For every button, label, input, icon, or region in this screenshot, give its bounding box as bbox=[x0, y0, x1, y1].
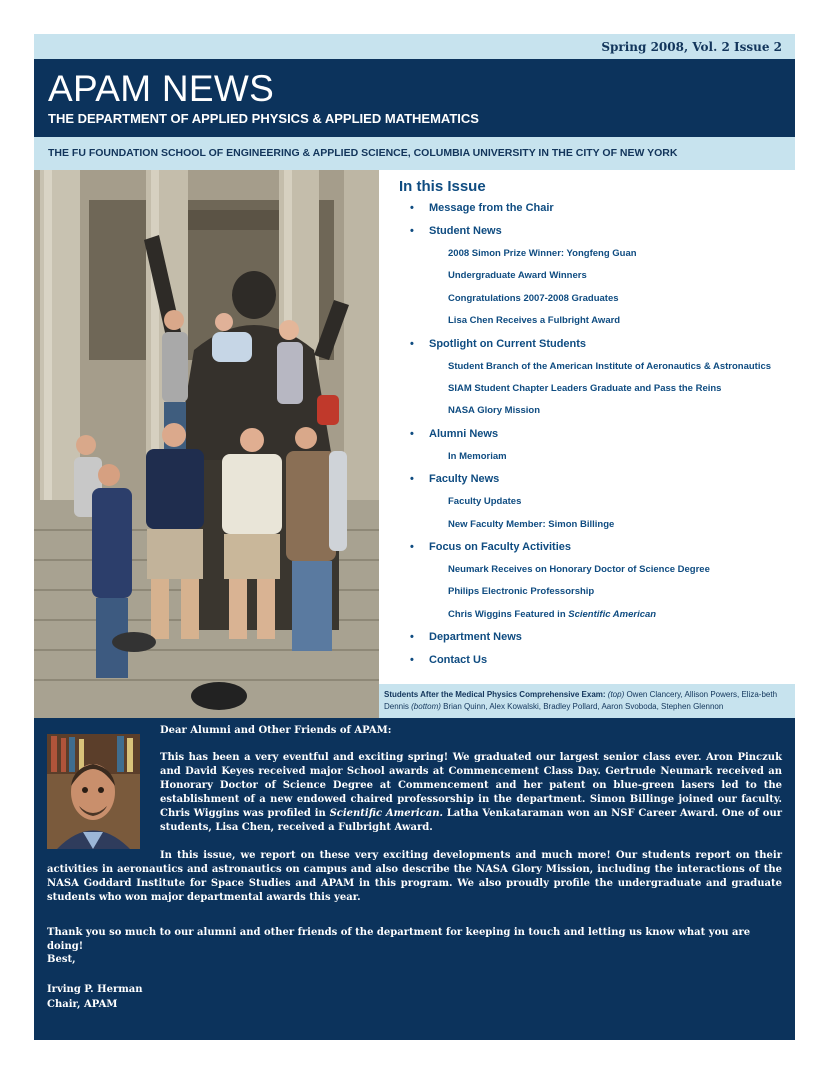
bullet-icon: • bbox=[410, 654, 414, 667]
letter-closing: Best, bbox=[47, 954, 76, 965]
toc-subitem-simon-prize[interactable]: 2008 Simon Prize Winner: Yongfeng Guan bbox=[448, 248, 637, 259]
toc-item-alumni-news[interactable]: • Alumni News bbox=[410, 427, 499, 440]
toc-subitem-philips[interactable]: Philips Electronic Professorship bbox=[448, 586, 595, 598]
bullet-icon: • bbox=[410, 225, 414, 237]
bullet-icon: • bbox=[410, 202, 414, 214]
toc-item-faculty-activities[interactable]: • Focus on Faculty Activities bbox=[410, 540, 572, 553]
toc-subitem-faculty-updates[interactable]: Faculty Updates bbox=[448, 496, 522, 508]
toc-item-message-from-chair[interactable]: • Message from the Chair bbox=[410, 202, 554, 214]
toc-item-student-news[interactable]: • Student News bbox=[410, 225, 502, 237]
newsletter-page bbox=[34, 34, 795, 1040]
letter-signature bbox=[47, 982, 143, 1012]
chair-portrait bbox=[47, 734, 140, 849]
group-photo bbox=[34, 170, 379, 718]
chair-portrait-illustration bbox=[47, 734, 140, 849]
letter-paragraph-1: This has been a very eventful and exciting spring! We graduated our largest senior class ever. Aron Pinczuk and David Keyes received major School awards at Commencement Class Day. Gertrude Neumark received an Honorary Doctor of Science Degree at Commencement and her patent on blue-green lasers led to the establishment of a new endowed chaired professorship in the department. Simon Billinge joined our faculty. Chris Wiggins was profiled in Scientific American. Latha Venkataraman won an NSF Career Award. One of our students, Lisa Chen, received a Fulbright Award. bbox=[160, 752, 782, 833]
newsletter-title: APAM NEWS bbox=[48, 68, 275, 109]
toc-subitem-graduates[interactable]: Congratulations 2007-2008 Graduates bbox=[448, 292, 619, 304]
caption-bottom-names: Brian Quinn, Alex Kowalski, Bradley Pollard, Aaron Svoboda, Stephen Glennon bbox=[440, 702, 724, 711]
school-name: THE FU FOUNDATION SCHOOL OF ENGINEERING & APPLIED SCIENCE, COLUMBIA UNIVERSITY IN THE CITY OF NEW YORK bbox=[48, 147, 678, 159]
letter-paragraph-3: Thank you so much to our alumni and other friends of the department for keeping in touch and letting us know what you are doing! bbox=[47, 927, 751, 952]
caption-lead: Students After the Medical Physics Comprehensive Exam: bbox=[384, 690, 606, 699]
signer-role: Chair, APAM bbox=[47, 999, 118, 1010]
caption-bottom-tag: (bottom) bbox=[411, 702, 441, 711]
toc-subitem-fulbright[interactable]: Lisa Chen Receives a Fulbright Award bbox=[448, 315, 621, 327]
chair-letter bbox=[34, 718, 795, 1040]
issue-label: Spring 2008, Vol. 2 Issue 2 bbox=[601, 40, 782, 54]
issue-bar bbox=[34, 34, 795, 59]
caption-top-tag: (top) bbox=[607, 690, 625, 699]
bullet-icon: • bbox=[410, 631, 414, 644]
bullet-icon: • bbox=[410, 473, 414, 486]
bullet-icon: • bbox=[410, 540, 414, 553]
school-bar bbox=[34, 137, 795, 170]
toc-subitem-siam[interactable]: SIAM Student Chapter Leaders Graduate and Pass the Reins bbox=[448, 382, 722, 394]
table-of-contents bbox=[399, 178, 795, 677]
department-name: THE DEPARTMENT OF APPLIED PHYSICS & APPLIED MATHEMATICS bbox=[48, 111, 479, 126]
caption-top-names: Owen Clancery, Allison Powers, Eliza-beth Dennis bbox=[384, 690, 778, 711]
group-photo-illustration bbox=[34, 170, 379, 718]
letter-paragraph-2: In this issue, we report on these very exciting developments and much more! Our students report on their activities in aeronautics and astronautics on campus and also describe the NASA Glory Mission, including the interactions of the NASA Goddard Institute for Space Studies and APAM in this program. We also proudly profile the undergraduate and graduate students who won major departmental awards this year. bbox=[47, 850, 782, 903]
toc-title: In this Issue bbox=[399, 178, 486, 195]
bullet-icon: • bbox=[410, 427, 414, 440]
photo-caption bbox=[379, 684, 795, 718]
letter-greeting: Dear Alumni and Other Friends of APAM: bbox=[160, 725, 392, 736]
toc-subitem-nasa-glory[interactable]: NASA Glory Mission bbox=[448, 405, 541, 417]
toc-item-faculty-news[interactable]: • Faculty News bbox=[410, 473, 500, 486]
toc-item-contact-us[interactable]: • Contact Us bbox=[410, 654, 488, 667]
toc-subitem-neumark[interactable]: Neumark Receives on Honorary Doctor of Science Degree bbox=[448, 563, 710, 575]
toc-subitem-in-memoriam[interactable]: In Memoriam bbox=[448, 450, 507, 462]
bullet-icon: • bbox=[410, 337, 414, 350]
toc-subitem-new-faculty[interactable]: New Faculty Member: Simon Billinge bbox=[448, 518, 615, 530]
signer-name: Irving P. Herman bbox=[47, 984, 143, 995]
toc-subitem-undergraduate-awards[interactable]: Undergraduate Award Winners bbox=[448, 270, 587, 282]
toc-item-spotlight-students[interactable]: • Spotlight on Current Students bbox=[410, 337, 587, 350]
toc-subitem-aiaa[interactable]: Student Branch of the American Institute of Aeronautics & Astronautics bbox=[448, 360, 772, 372]
masthead bbox=[34, 59, 795, 137]
toc-subitem-wiggins[interactable]: Chris Wiggins Featured in Scientific American bbox=[448, 608, 657, 620]
toc-item-department-news[interactable]: • Department News bbox=[410, 631, 522, 644]
